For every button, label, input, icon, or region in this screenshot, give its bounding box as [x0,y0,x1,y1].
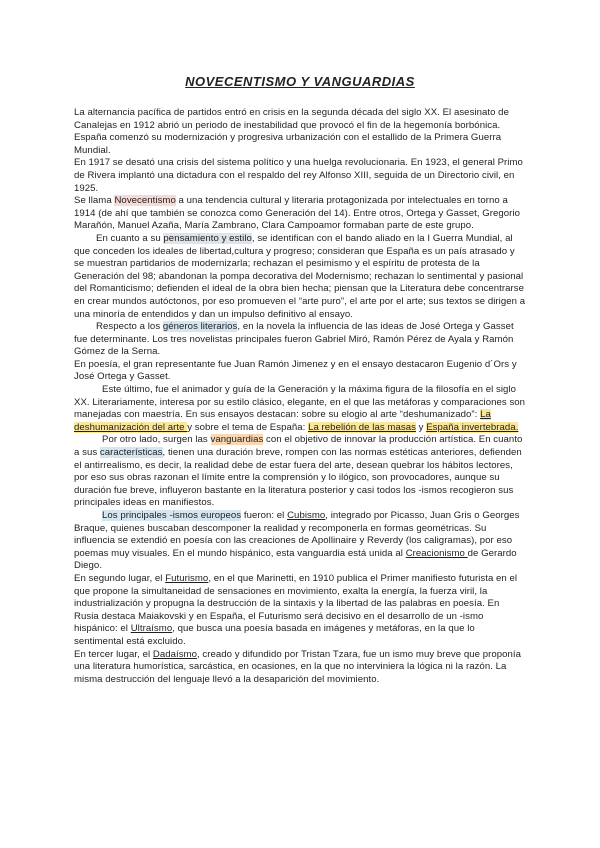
paragraph-vanguardias: Por otro lado, surgen las vanguardias con el objetivo de innovar la producción artística. En cuanto a sus características, tienen una duración breve, rompen con las normas estéticas anteriores, defienden el antirrealismo, es decir, la realidad debe de estar fuera del arte, desean quebrar los hábitos lectores, por eso sus obras razonan el límite entre la comprensión y lo ilógico, son provocadores, aunque su duración fue breve, influyeron bastante en la literatura posterior y casi todos los -ismos recogieron sus principales ideas en manifiestos. [74,434,523,509]
highlight-vanguardias: vanguardias [210,434,264,446]
paragraph-futurismo: En segundo lugar, el Futurismo, en el que Marinetti, en 1910 publica el Primer manifiesto futurista en el que propone la simultaneidad de sensaciones en movimiento, exalta la energía, la fuerza viril, la industrialización y propugna la destrucción de la sintaxis y la libertad de las palabras en poesía. En Rusia destaca Maiakovski y en España, el Futurismo será decisivo en el desarrollo de un -ismo hispánico: el Ultraísmo, que busca una poesía basada en imágenes y metáforas, en la que lo sentimental está excluido. [74,572,518,647]
paragraph-poesia: En poesía, el gran representante fue Juan Ramón Jimenez y en el ensayo destacaron Eugenio d´Ors y José Ortega y Gasset. [74,358,517,383]
highlight-caracteristicas: características [99,447,163,459]
page-title: NOVECENTISMO Y VANGUARDIAS [185,74,415,89]
highlight-pensamiento: pensamiento y estilo [163,232,252,244]
highlight-deshumanizacion: La deshumanización del arte [74,409,491,433]
highlight-novecentismo: Novecentismo [114,195,176,207]
paragraph-dadaismo: En tercer lugar, el Dadaísmo, creado y difundido por Tristan Tzara, fue un ismo muy breve que proponía una literatura humorística, sarcástica, en ocasiones, en la que no interviniera la lógica ni la razón. La misma destrucción del lenguaje llevó a la desaparición del movimiento. [74,648,522,685]
paragraph-pensamiento: En cuanto a su pensamiento y estilo, se identifican con el bando aliado en la I Guerra Mundial, al que conceden los ideales de libertad,cultura y progreso; consideran que España es un país atrasado y se muestran partidarios de modernizarla; rechazan el pesimismo y el espíritu de protesta de la Generación del 98; abandonan la pompa decorativa del Modernismo; rechazan lo sentimental y pasional del Romanticismo; defienden el ideal de la obra bien hecha; piensan que la Literatura debe concentrarse en crear mundos autóctonos, por eso promueven el “arte puro”, el arte por el arte; sus textos se dirigen a una minoría de entendidos y dan un impulso definitivo al ensayo. [74,232,526,320]
paragraph-crisis: La alternancia pacífica de partidos entró en crisis en la segunda década del siglo XX. El asesinato de Canalejas en 1912 abrió un periodo de inestabilidad que provocó el fin de la hegemonía borbónica. España comenzó su modernización y progresiva urbanización con el estallido de la Primera Guerra Mundial. [74,107,509,156]
highlight-ismos-europeos: Los principales -ismos europeos [102,510,242,521]
paragraph-ortega: Este último, fue el animador y guía de la Generación y la máxima figura de la filosofía en el siglo XX. Literariamente, interesa por su estilo clásico, elegante, en el que las metáforas y comparaciones son manejadas con maestría. En sus ensayos destacan: sobre su elogio al arte “deshumanizado”: La deshumanización del arte y sobre el tema de España: La rebelión de las masas y España invertebrada. [74,384,526,433]
term-cubismo: Cubismo [287,510,326,521]
highlight-espana-invertebrada: España invertebrada. [426,421,519,433]
highlight-generos: géneros literarios [162,321,238,333]
term-creacionismo: Creacionismo [405,547,468,559]
paragraph-generos: Respecto a los géneros literarios, en la novela la influencia de las ideas de José Ortega y Gasset fue determinante. Los tres novelistas principales fueron Gabriel Miró, Ramón Pérez de Ayala y Ramón Gómez de la Serna. [74,321,514,358]
paragraph-1917: En 1917 se desató una crisis del sistema político y una huelga revolucionaria. En 1923, el general Primo de Rivera implantó una dictadura con el respaldo del rey Alfonso XIII, seguida de un Directorio civil, en 1925. [74,157,523,194]
term-futurismo: Futurismo [165,572,209,584]
paragraph-novecentismo: Se llama Novecentismo a una tendencia cultural y literaria protagonizada por intelectuales en torno a 1914 (de ahí que también se conozca como Generación del 14). Entre otros, Ortega y Gasset, Gregorio Marañón, Manuel Azaña, María Zambrano, Clara Campoamor formaban parte de este grupo. [74,195,520,232]
term-ultraismo: Ultraísmo [130,623,173,635]
paragraph-ismos: Los principales -ismos europeos fueron: el Cubismo, integrado por Picasso, Juan Gris o Georges Braque, quienes buscaban descomponer la realidad y recomponerla en formas geométricas. Su influencia se extendió en poesía con las creaciones de Apollinaire y Reverdy (los caligramas), por eso poemas muy visuales. En el mundo hispánico, esta vanguardia está unida al Creacionismo de Gerardo Diego. [74,510,520,572]
highlight-rebelion: La rebelión de las masas [308,421,416,433]
term-dadaismo: Dadaísmo [152,648,197,660]
